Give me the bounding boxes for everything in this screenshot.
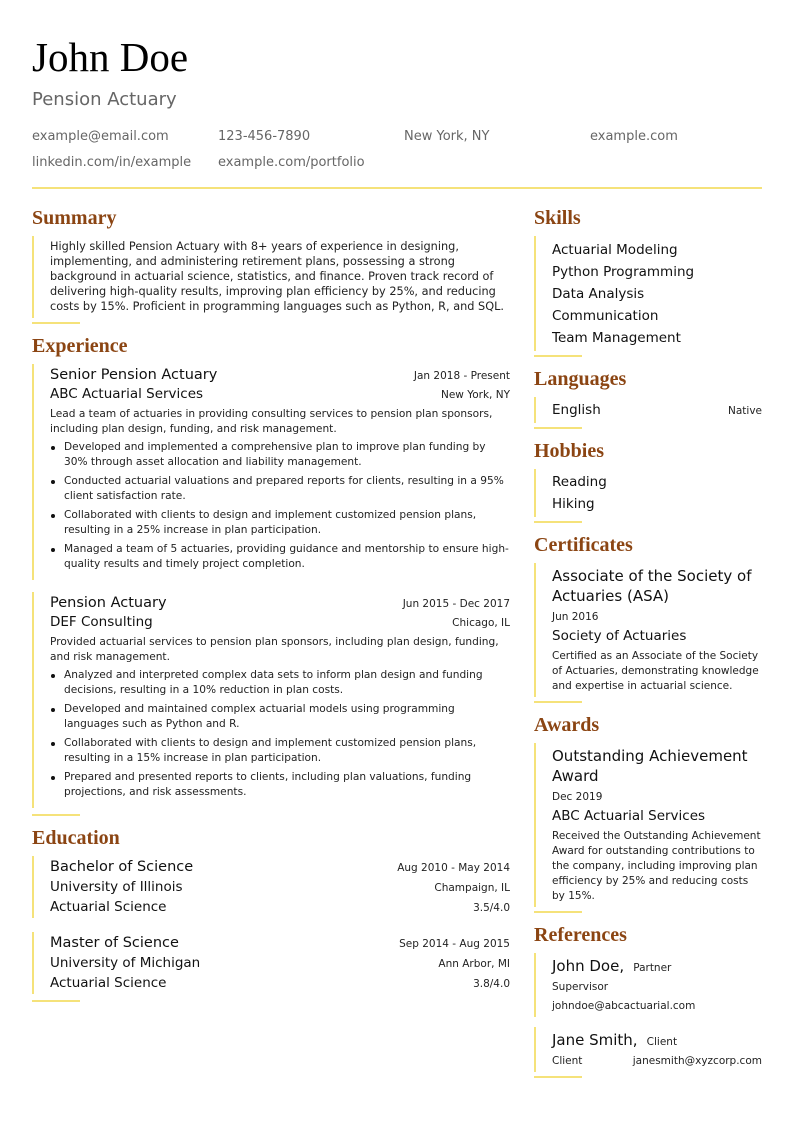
hobbies-section [534, 439, 762, 523]
reference-contact[interactable]: johndoe@abcactuarial.com [552, 1000, 696, 1012]
experience-bullets [50, 668, 510, 800]
reference-contact[interactable]: janesmith@xyzcorp.com [632, 1055, 762, 1067]
education-field: Actuarial Science [50, 975, 167, 991]
experience-description: Lead a team of actuaries in providing consulting services to pension plan sponsors, including plan design, funding, and risk management. [50, 408, 493, 435]
reference-relation: Supervisor [552, 981, 609, 993]
experience-date: Jan 2018 - Present [413, 370, 510, 382]
experience-bullet: Conducted actuarial valuations and prepared reports for clients, resulting in a 95% client satisfaction rate. [50, 474, 510, 504]
award-title: Outstanding Achievement Award [552, 747, 748, 785]
job-title: Pension Actuary [32, 89, 177, 110]
hobbies-heading: Hobbies [534, 440, 605, 462]
section-divider [534, 701, 582, 703]
education-date: Sep 2014 - Aug 2015 [399, 938, 510, 950]
education-gpa: 3.5/4.0 [473, 902, 510, 914]
education-degree: Bachelor of Science [50, 859, 194, 875]
experience-bullet: Managed a team of 5 actuaries, providing guidance and mentorship to ensure high-quality results and timely project completion. [50, 542, 510, 572]
contact-info [32, 128, 762, 171]
main-column [32, 206, 510, 1002]
award-entry [534, 743, 762, 907]
skills-heading: Skills [534, 207, 581, 229]
education-entry [32, 932, 510, 994]
summary-heading: Summary [32, 207, 117, 229]
language-level: Native [728, 405, 762, 417]
language-name: English [552, 402, 601, 418]
education-date: Aug 2010 - May 2014 [397, 862, 510, 874]
education-section [32, 826, 510, 1002]
hobby-item: Reading [552, 474, 607, 490]
award-description: Received the Outstanding Achievement Award for outstanding contributions to the company, including improving plan efficiency by 25% and reducing costs by 15%. [552, 830, 761, 902]
section-divider [534, 355, 582, 357]
resume-name: John Doe [32, 34, 189, 80]
contact-linkedin[interactable]: linkedin.com/in/example [32, 155, 192, 170]
certificate-title: Associate of the Society of Actuaries (ASA) [552, 567, 752, 605]
reference-name: John Doe, [552, 957, 625, 975]
references-section [534, 923, 762, 1078]
reference-entry [534, 953, 762, 1017]
summary-text: Highly skilled Pension Actuary with 8+ years of experience in designing, implementing, and administering retirement plans, possessing a strong background in actuarial science, statistics, and finance. Proven track record of delivering high-quality results, improving plan efficiency by 25%, and reducing costs by 15%. Proficient in programming languages such as Python, R, and SQL. [50, 240, 504, 313]
languages-section [534, 367, 762, 429]
experience-date: Jun 2015 - Dec 2017 [402, 598, 510, 610]
sidebar-column [534, 206, 762, 1078]
experience-bullet: Collaborated with clients to design and implement customized pension plans, resulting in a 25% increase in plan participation. [50, 508, 510, 538]
section-divider [32, 322, 80, 324]
experience-company: DEF Consulting [50, 614, 153, 630]
award-issuer: ABC Actuarial Services [552, 808, 706, 824]
education-degree: Master of Science [50, 935, 179, 951]
experience-bullet: Developed and maintained complex actuarial models using programming languages such as Python and R. [50, 702, 510, 732]
reference-role: Partner [633, 962, 672, 974]
skills-section [534, 206, 762, 357]
experience-bullets [50, 440, 510, 572]
experience-location: New York, NY [440, 389, 510, 401]
references-heading: References [534, 924, 627, 946]
experience-entry [32, 364, 510, 580]
section-divider [32, 814, 80, 816]
experience-heading: Experience [32, 335, 128, 357]
education-school: University of Michigan [50, 955, 201, 971]
section-divider [534, 521, 582, 523]
awards-section [534, 713, 762, 913]
contact-phone[interactable]: 123-456-7890 [218, 129, 311, 144]
skill-item: Communication [552, 308, 659, 324]
education-gpa: 3.8/4.0 [473, 978, 510, 990]
reference-role: Client [646, 1036, 678, 1048]
section-divider [534, 1076, 582, 1078]
certificates-heading: Certificates [534, 534, 633, 556]
experience-bullet: Developed and implemented a comprehensive plan to improve plan funding by 30% through asset allocation and liability management. [50, 440, 510, 470]
certificate-date: Jun 2016 [552, 611, 599, 623]
award-date: Dec 2019 [552, 791, 603, 803]
education-entry [32, 856, 510, 918]
experience-bullet: Prepared and presented reports to clients, including plan valuations, funding projections, and risk assessments. [50, 770, 510, 800]
education-field: Actuarial Science [50, 899, 167, 915]
hobby-item: Hiking [552, 496, 595, 512]
skill-item: Data Analysis [552, 286, 645, 302]
experience-title: Senior Pension Actuary [50, 367, 218, 383]
skill-item: Team Management [552, 330, 681, 346]
contact-website[interactable]: example.com [590, 129, 678, 144]
certificate-description: Certified as an Associate of the Society of Actuaries, demonstrating knowledge and expertise in actuarial science. [552, 650, 759, 692]
summary-section [32, 206, 510, 324]
education-location: Ann Arbor, MI [438, 958, 510, 970]
experience-title: Pension Actuary [50, 595, 167, 611]
experience-section [32, 334, 510, 816]
reference-entry [534, 1027, 762, 1072]
certificates-section [534, 533, 762, 703]
section-divider [534, 427, 582, 429]
awards-heading: Awards [534, 714, 600, 736]
languages-heading: Languages [534, 368, 627, 390]
experience-location: Chicago, IL [452, 617, 510, 629]
education-school: University of Illinois [50, 879, 183, 895]
experience-entry [32, 592, 510, 808]
certificate-entry [534, 563, 762, 697]
language-item [552, 399, 762, 421]
education-heading: Education [32, 827, 120, 849]
header-divider [32, 187, 762, 189]
experience-bullet: Collaborated with clients to design and implement customized pension plans, resulting in a 15% increase in plan participation. [50, 736, 510, 766]
skill-item: Actuarial Modeling [552, 242, 678, 258]
education-location: Champaign, IL [434, 882, 510, 894]
experience-bullet: Analyzed and interpreted complex data sets to inform plan design and funding decisions, resulting in a 10% reduction in plan costs. [50, 668, 510, 698]
certificate-issuer: Society of Actuaries [552, 628, 687, 644]
contact-email[interactable]: example@email.com [32, 129, 169, 144]
experience-description: Provided actuarial services to pension plan sponsors, including plan design, funding, and risk management. [50, 636, 499, 663]
contact-location: New York, NY [404, 129, 490, 144]
reference-relation: Client [552, 1055, 583, 1067]
contact-portfolio[interactable]: example.com/portfolio [218, 155, 365, 170]
skill-item: Python Programming [552, 264, 695, 280]
section-divider [32, 1000, 80, 1002]
reference-name: Jane Smith, [552, 1031, 638, 1049]
experience-company: ABC Actuarial Services [50, 386, 204, 402]
section-divider [534, 911, 582, 913]
